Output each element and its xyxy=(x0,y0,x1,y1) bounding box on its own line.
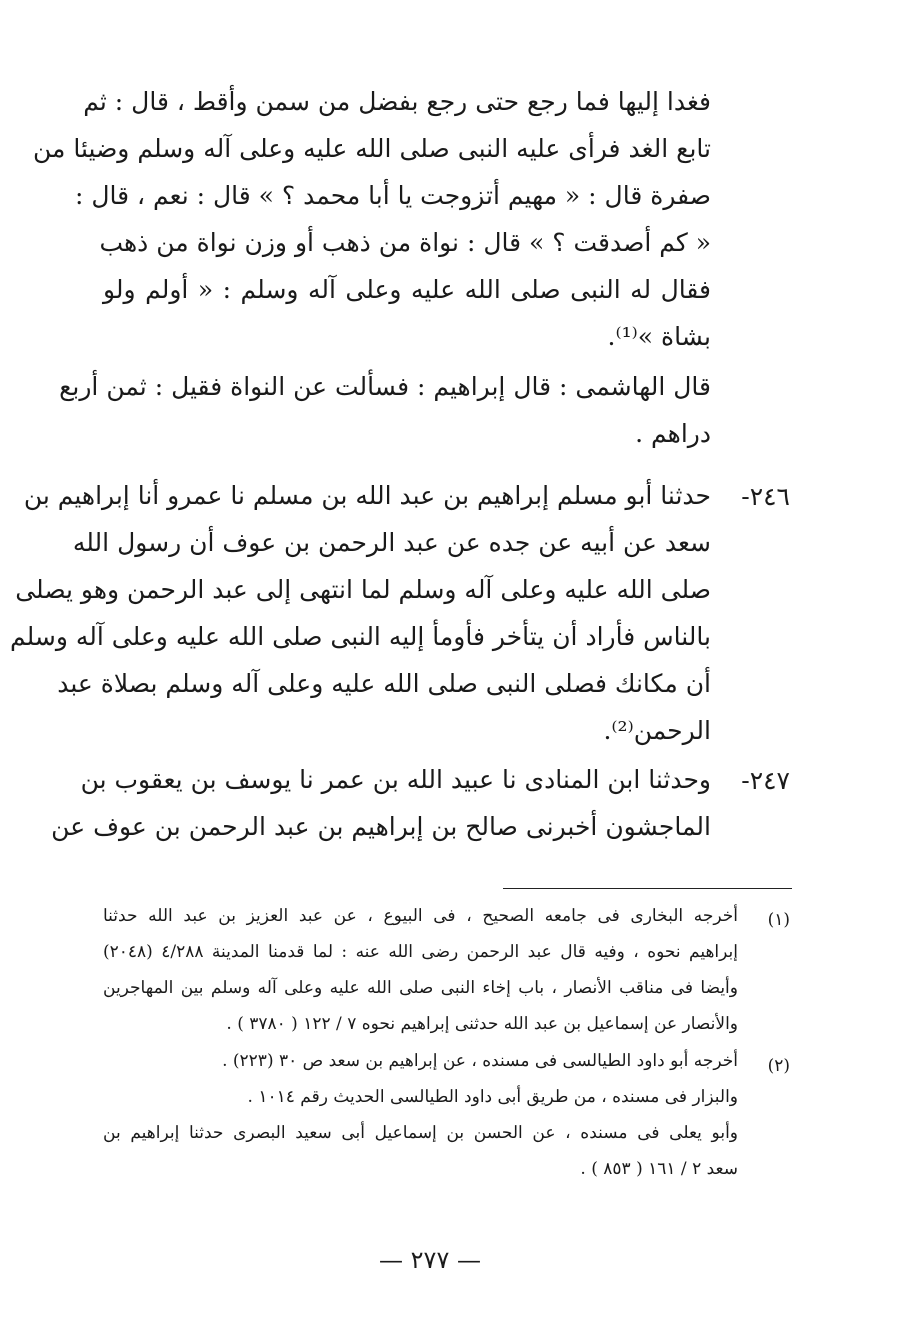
text-line: قال الهاشمى : قال إبراهيم : فسألت عن النواة فقيل : ثمن أربع xyxy=(59,372,711,401)
footnote-line: والأنصار عن إسماعيل بن عبد الله حدثنى إبراهيم نحوه ٧ / ١٢٢ ( ٣٧٨٠ ) . xyxy=(226,1014,738,1034)
hadith-number: ٢٤٦- xyxy=(741,482,790,511)
text-line: حدثنا أبو مسلم إبراهيم بن عبد الله بن مسلم نا عمرو أنا إبراهيم بن xyxy=(23,481,711,510)
text-line: فغدا إليها فما رجع حتى رجع بفضل من سمن وأقط ، قال : ثم xyxy=(83,87,711,116)
text-line: الماجشون أخبرنى صالح بن إبراهيم بن عبد الرحمن بن عوف عن xyxy=(51,812,711,841)
footnote-line: سعد ٢ / ١٦١ ( ٨٥٣ ) . xyxy=(580,1159,738,1179)
text-line: وحدثنا ابن المنادى نا عبيد الله بن عمر نا يوسف بن يعقوب بن xyxy=(80,765,711,794)
text-line: « كم أصدقت ؟ » قال : نواة من ذهب أو وزن نواة من ذهب xyxy=(99,228,711,257)
text-line: صلى الله عليه وعلى آله وسلم لما انتهى إلى عبد الرحمن وهو يصلى xyxy=(15,575,711,604)
text-line: دراهم . xyxy=(635,419,711,448)
text-line: فقال له النبى صلى الله عليه وعلى آله وسلم : « أولم ولو xyxy=(103,275,711,304)
text-line: الرحمن⁽²⁾. xyxy=(603,716,711,745)
text-line: بشاة »⁽¹⁾. xyxy=(607,322,711,351)
footnote-line: إبراهيم نحوه ، وفيه قال عبد الرحمن رضى الله عنه : لما قدمنا المدينة ٤/٢٨٨ (٢٠٤٨) xyxy=(103,942,738,962)
text-line: بالناس فأراد أن يتأخر فأومأ إليه النبى صلى الله عليه وعلى آله وسلم xyxy=(9,622,711,651)
footnote-line: وأبو يعلى فى مسنده ، عن الحسن بن إسماعيل أبى سعيد البصرى حدثنا إبراهيم بن xyxy=(103,1123,738,1143)
footnote-line: أخرجه البخارى فى جامعه الصحيح ، فى البيوع ، عن عبد العزيز بن عبد الله حدثنا xyxy=(103,906,738,926)
text-line: سعد عن أبيه عن جده عن عبد الرحمن بن عوف أن رسول الله xyxy=(72,528,711,557)
footnote-line: أخرجه أبو داود الطيالسى فى مسنده ، عن إبراهيم بن سعد ص ٣٠ (٢٢٣) . xyxy=(222,1051,738,1071)
page-number: — ٢٧٧ — xyxy=(379,1246,481,1274)
footnote-marker: (١) xyxy=(767,910,790,930)
hadith-number: ٢٤٧- xyxy=(741,766,790,795)
footnote-separator xyxy=(503,888,792,889)
text-line: أن مكانك فصلى النبى صلى الله عليه وعلى آله وسلم بصلاة عبد xyxy=(57,669,711,698)
text-line: صفرة قال : « مهيم أتزوجت يا أبا محمد ؟ » قال : نعم ، قال : xyxy=(74,181,711,210)
footnote-line: وأيضا فى مناقب الأنصار ، باب إخاء النبى صلى الله عليه وعلى آله وسلم بين المهاجرين xyxy=(103,978,738,998)
footnote-line: والبزار فى مسنده ، من طريق أبى داود الطيالسى الحديث رقم ١٠١٤ . xyxy=(247,1087,738,1107)
text-line: تابع الغد فرأى عليه النبى صلى الله عليه وعلى آله وسلم وضيئا من xyxy=(33,134,711,163)
footnote-marker: (٢) xyxy=(767,1056,790,1076)
